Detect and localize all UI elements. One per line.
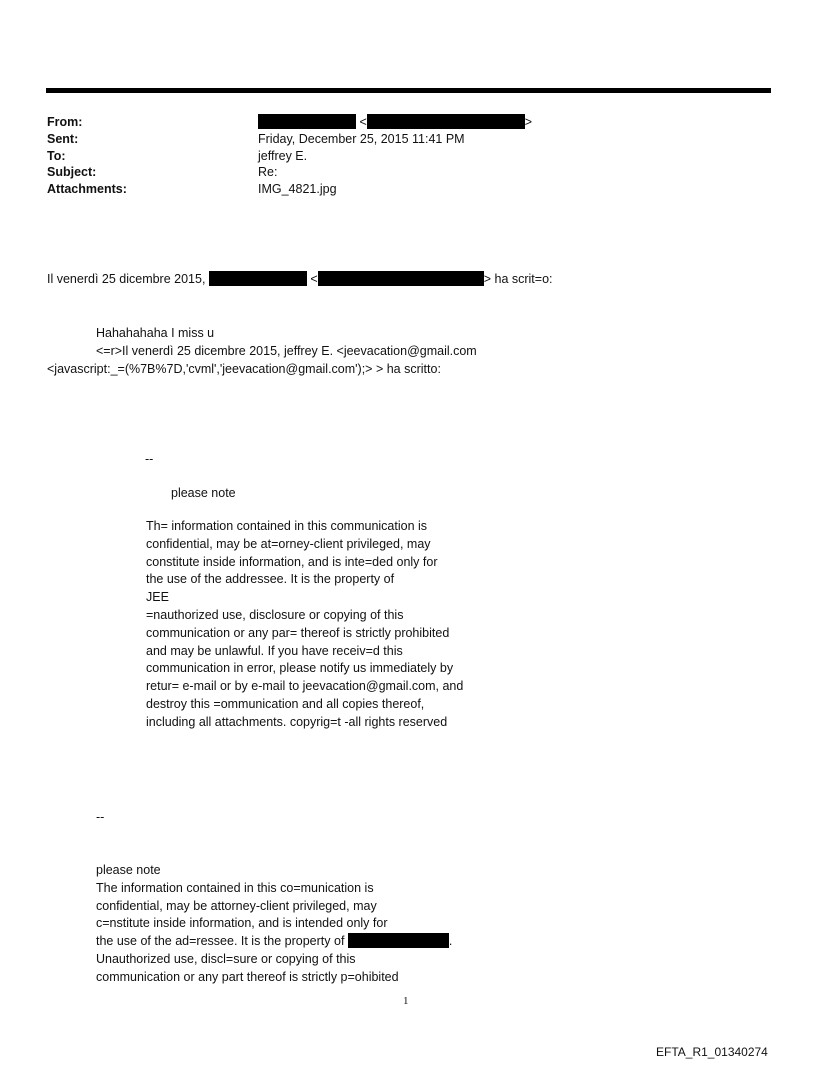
sent-row (47, 131, 767, 147)
redaction (258, 114, 356, 129)
reply-intro (47, 270, 553, 288)
redaction (367, 114, 525, 129)
redaction (318, 271, 484, 286)
signature-separator: -- (96, 810, 105, 824)
disclaimer-line: communication or any par= thereof is strictly prohibited (146, 625, 450, 640)
reply-intro-lt: < (310, 272, 318, 286)
property-text: the use of the ad=ressee. It is the property of (96, 934, 345, 949)
from-value (258, 114, 532, 130)
disclaimer-line (96, 933, 452, 951)
to-row (47, 148, 767, 164)
disclaimer-line: destroy this =ommunication and all copies thereof, (146, 696, 425, 711)
disclaimer-line: confidential, may be attorney-client privileged, may (96, 898, 377, 913)
quote-intro-line-1: <=r>Il venerdì 25 dicembre 2015, jeffrey E. <jeevacation@gmail.com (96, 344, 477, 358)
please-note-heading: please note (171, 486, 236, 500)
disclaimer-line: The information contained in this co=munication is (96, 880, 374, 895)
disclaimer-line: communication in error, please notify us immediately by (146, 661, 454, 676)
disclaimer-main (96, 862, 452, 987)
disclaimer-line: and may be unlawful. If you have receiv=d this (146, 643, 403, 658)
disclaimer-line: including all attachments. copyrig=t -all rights reserved (146, 714, 448, 729)
disclaimer-line: confidential, may be at=orney-client privileged, may (146, 536, 431, 551)
quote-intro-line-2: <javascript:_=(%7B%7D,'cvml','jeevacation@gmail.com');> > ha scritto: (47, 362, 441, 376)
from-lt: < (359, 115, 367, 129)
disclaimer-line: retur= e-mail or by e-mail to jeevacation@gmail.com, and (146, 679, 464, 694)
from-row (47, 114, 767, 130)
reply-intro-suffix: > ha scrit=o: (483, 272, 553, 286)
period: . (448, 934, 453, 949)
to-label: To: (47, 149, 66, 163)
disclaimer-line: =nauthorized use, disclosure or copying of this (146, 607, 404, 622)
please-note-heading: please note (96, 863, 161, 877)
sent-label: Sent: (47, 132, 79, 146)
document-id: EFTA_R1_01340274 (656, 1045, 768, 1059)
signature-separator: -- (145, 452, 154, 466)
page-number: 1 (403, 995, 409, 1007)
disclaimer-line: Th= information contained in this communication is (146, 519, 428, 533)
from-gt: > (524, 115, 533, 129)
attachment-file[interactable]: IMG_4821.jpg (258, 182, 337, 196)
attachments-row (47, 181, 767, 197)
subject-row (47, 164, 767, 180)
disclaimer-quoted (146, 518, 463, 732)
disclaimer-line: JEE (146, 590, 169, 605)
subject-value: Re: (258, 165, 278, 179)
redaction (209, 271, 307, 286)
disclaimer-line: communication or any part thereof is strictly p=ohibited (96, 969, 399, 984)
disclaimer-line: c=nstitute inside information, and is intended only for (96, 916, 388, 931)
attachments-label: Attachments: (47, 182, 127, 196)
subject-label: Subject: (47, 165, 97, 179)
disclaimer-line: Unauthorized use, discl=sure or copying of this (96, 951, 356, 966)
header-rule (46, 88, 771, 93)
reply-intro-prefix: Il venerdì 25 dicembre 2015, (47, 272, 206, 286)
from-label: From: (47, 115, 83, 129)
disclaimer-line: constitute inside information, and is inte=ded only for (146, 554, 438, 569)
to-value: jeffrey E. (258, 149, 308, 163)
message-text: Hahahahaha I miss u (96, 326, 215, 340)
disclaimer-line: the use of the addressee. It is the property of (146, 572, 395, 587)
redaction (348, 933, 449, 948)
sent-value: Friday, December 25, 2015 11:41 PM (258, 132, 465, 146)
